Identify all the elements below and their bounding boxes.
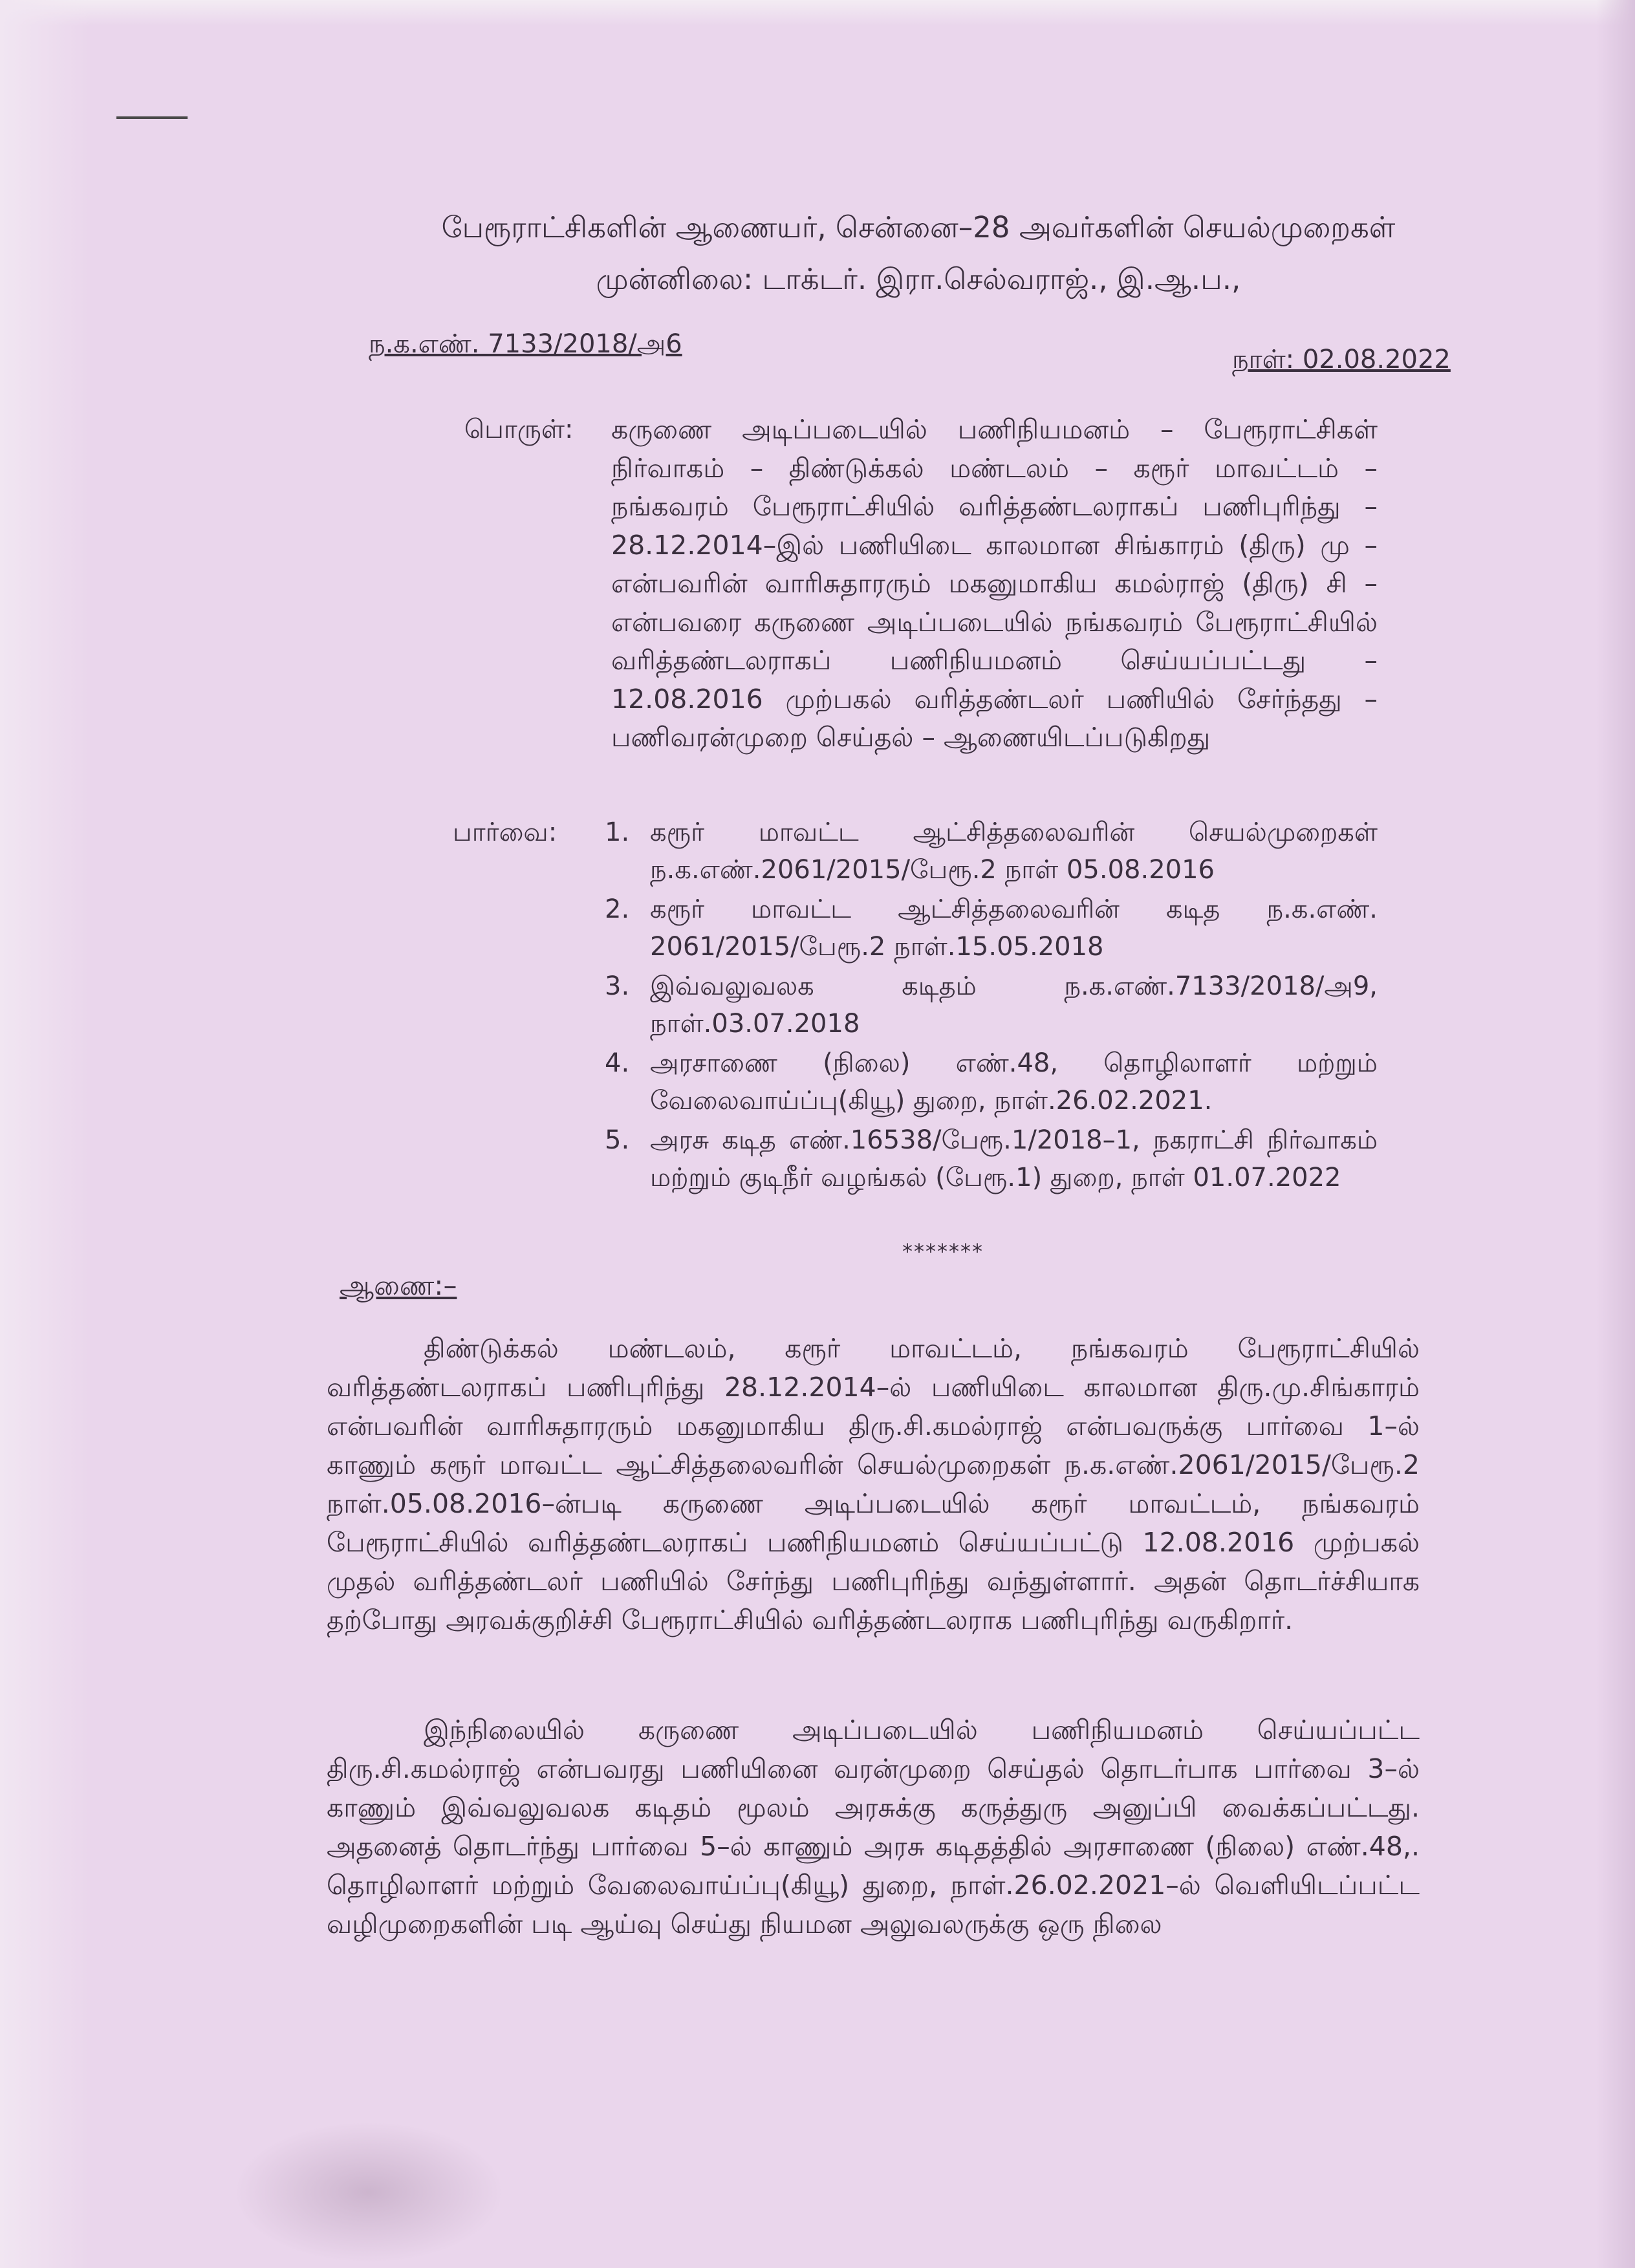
reference-item	[595, 1121, 1378, 1196]
reference-item-text: அரசாணை (நிலை) எண்.48, தொழிலாளர் மற்றும் வேலைவாய்ப்பு(கியூ) துறை, நாள்.26.02.2021.	[650, 1048, 1378, 1116]
header-title: பேரூராட்சிகளின் ஆணையர், சென்னை–28 அவர்களின் செயல்முறைகள்	[441, 210, 1396, 244]
reference-item	[595, 1044, 1378, 1119]
reference-date: நாள்: 02.08.2022	[1232, 345, 1451, 374]
header-presence: முன்னிலை: டாக்டர். இரா.செல்வராஜ்., இ.ஆ.ப.,	[596, 262, 1241, 296]
reference-item-number: 2.	[605, 894, 630, 924]
references-list	[595, 814, 1378, 1198]
reference-item	[595, 967, 1378, 1042]
references-label: பார்வை:	[453, 817, 558, 847]
subject-text: கருணை அடிப்படையில் பணிநியமனம் – பேரூராட்சிகள் நிர்வாகம் – திண்டுக்கல் மண்டலம் – கரூர் மாவட்டம் – நங்கவரம் பேரூராட்சியில் வரித்தண்டலராகப் பணிபுரிந்து – 28.12.2014–இல் பணியிடை காலமான சிங்காரம் (திரு) மு – என்பவரின் வாரிசுதாரரும் மகனுமாகிய கமல்ராஜ் (திரு) சி – என்பவரை கருணை அடிப்படையில் நங்கவரம் பேரூராட்சியில் வரித்தண்டலராகப் பணிநியமனம் செய்யப்பட்டது – 12.08.2016 முற்பகல் வரித்தண்டலர் பணியில் சேர்ந்தது – பணிவரன்முறை செய்தல் – ஆணையிடப்படுகிறது	[611, 414, 1378, 753]
reference-item-number: 1.	[605, 817, 630, 847]
reference-item-text: கரூர் மாவட்ட ஆட்சித்தலைவரின் கடித ந.க.எண். 2061/2015/பேரூ.2 நாள்.15.05.2018	[650, 894, 1378, 962]
reference-item-number: 5.	[605, 1125, 630, 1155]
reference-number: ந.க.எண். 7133/2018/அ6	[369, 329, 682, 359]
subject-label: பொருள்:	[464, 415, 574, 444]
reference-item	[595, 891, 1378, 966]
order-heading: ஆணை:–	[340, 1269, 457, 1301]
reference-item-text: இவ்வலுவலக கடிதம் ந.க.எண்.7133/2018/அ9, நாள்.03.07.2018	[650, 971, 1378, 1039]
reference-item	[595, 814, 1378, 889]
section-separator: *******	[902, 1239, 984, 1264]
order-paragraph-1: திண்டுக்கல் மண்டலம், கரூர் மாவட்டம், நங்கவரம் பேரூராட்சியில் வரித்தண்டலராகப் பணிபுரிந்து 28.12.2014–ல் பணியிடை காலமான திரு.மு.சிங்காரம் என்பவரின் வாரிசுதாரரும் மகனுமாகிய திரு.சி.கமல்ராஜ் என்பவருக்கு பார்வை 1–ல் காணும் கரூர் மாவட்ட ஆட்சித்தலைவரின் செயல்முறைகள் ந.க.எண்.2061/2015/பேரூ.2 நாள்.05.08.2016–ன்படி கருணை அடிப்படையில் கரூர் மாவட்டம், நங்கவரம் பேரூராட்சியில் வரித்தண்டலராகப் பணிநியமனம் செய்யப்பட்டு 12.08.2016 முற்பகல் முதல் வரித்தண்டலர் பணியில் சேர்ந்து பணிபுரிந்து வந்துள்ளார். அதன் தொடர்ச்சியாக தற்போது அரவக்குறிச்சி பேரூராட்சியில் வரித்தண்டலராக பணிபுரிந்து வருகிறார்.	[327, 1333, 1420, 1636]
reference-item-number: 4.	[605, 1048, 630, 1078]
reference-item-number: 3.	[605, 971, 630, 1001]
order-paragraph-2: இந்நிலையில் கருணை அடிப்படையில் பணிநியமனம் செய்யப்பட்ட திரு.சி.கமல்ராஜ் என்பவரது பணியினை வரன்முறை செய்தல் தொடர்பாக பார்வை 3–ல் காணும் இவ்வலுவலக கடிதம் மூலம் அரசுக்கு கருத்துரு அனுப்பி வைக்கப்பட்டது. அதனைத் தொடர்ந்து பார்வை 5–ல் காணும் அரசு கடிதத்தில் அரசாணை (நிலை) எண்.48,. தொழிலாளர் மற்றும் வேலைவாய்ப்பு(கியூ) துறை, நாள்.26.02.2021–ல் வெளியிடப்பட்ட வழிமுறைகளின் படி ஆய்வு செய்து நியமன அலுவலருக்கு ஒரு நிலை	[327, 1714, 1420, 1939]
reference-item-text: கரூர் மாவட்ட ஆட்சித்தலைவரின் செயல்முறைகள் ந.க.எண்.2061/2015/பேரூ.2 நாள் 05.08.2016	[650, 817, 1378, 885]
reference-item-text: அரசு கடித எண்.16538/பேரூ.1/2018–1, நகராட்சி நிர்வாகம் மற்றும் குடிநீர் வழங்கல் (பேரூ.1) துறை, நாள் 01.07.2022	[650, 1125, 1378, 1193]
